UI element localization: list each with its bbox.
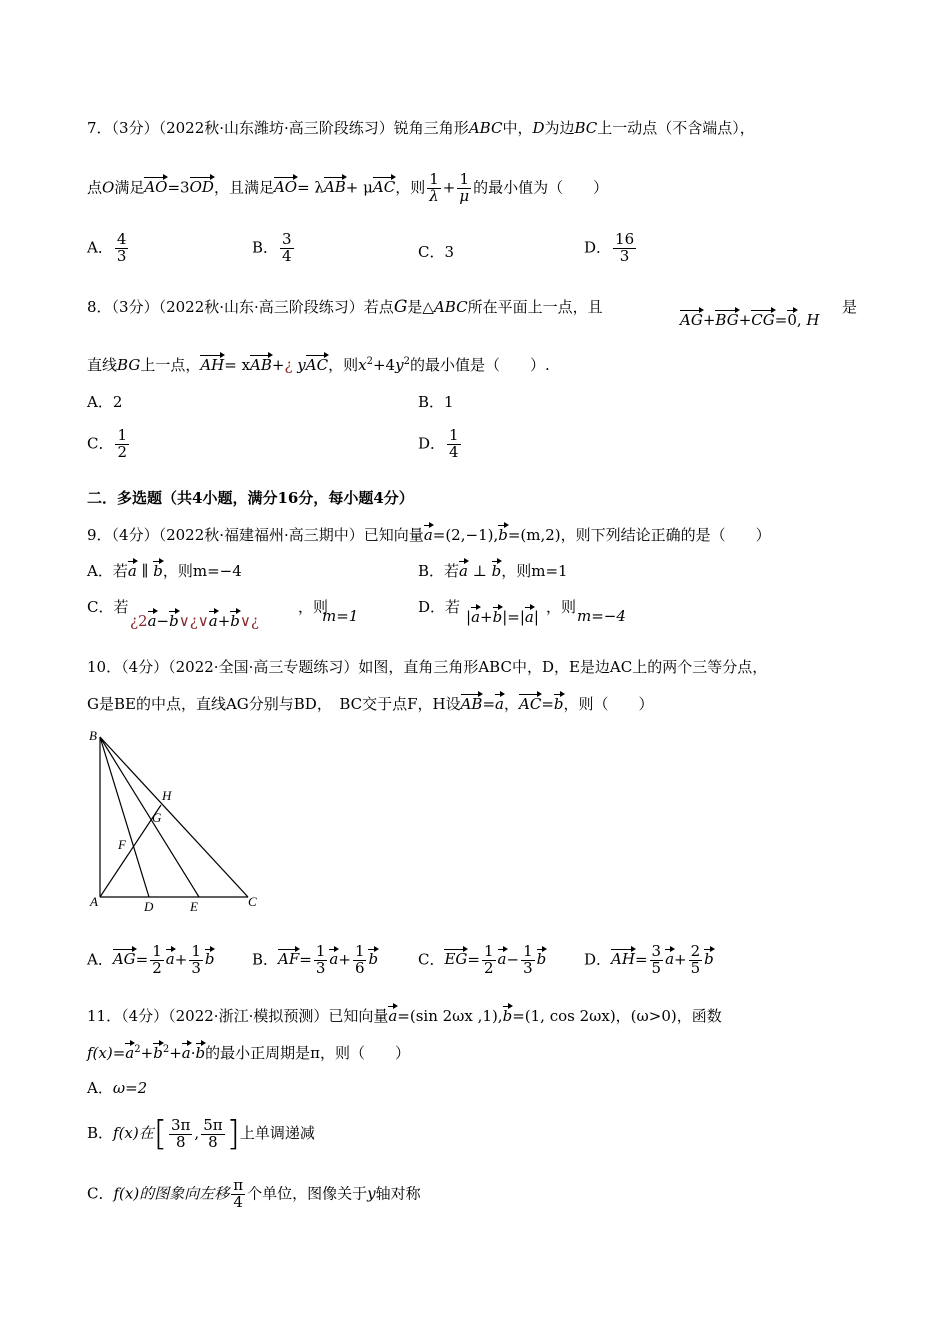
q11-l1b: =(sin 2ωx ,1), bbox=[397, 1007, 503, 1025]
num: 1 bbox=[117, 426, 128, 444]
q11-stem: 11．（4分）（2022·浙江·模拟预测）已知向量 bbox=[87, 1007, 389, 1025]
opt-label: C． bbox=[87, 1184, 114, 1203]
q10-l2a: G是BE的中点，直线AG分别与BD， BC交于点F，H设 bbox=[87, 695, 461, 713]
op: + bbox=[674, 950, 687, 969]
q8-line1-right: AG+BG+CG=0, H bbox=[680, 308, 820, 329]
vec-b: b bbox=[498, 523, 508, 544]
vec-zero: 0 bbox=[787, 308, 797, 329]
q8-line1 bbox=[87, 296, 603, 317]
q8-line2: 直线BG上一点，AH= xAB+¿ yAC，则$x^2+4y^2$的最小值是（ ）. bbox=[87, 353, 550, 375]
q8-g: G bbox=[393, 297, 408, 317]
q8-abc: ABC bbox=[433, 298, 468, 316]
opt-label: A． bbox=[87, 1079, 113, 1097]
den: 4 bbox=[449, 442, 459, 461]
label-c: C bbox=[248, 894, 257, 909]
q8-option-b bbox=[418, 391, 454, 412]
opt-label: D． bbox=[584, 238, 612, 257]
num: 1 bbox=[315, 942, 326, 960]
q8-bg: BG bbox=[117, 356, 141, 374]
q9-option-a: A．若a ∥ b，则m=−4 bbox=[87, 559, 242, 581]
label-h: H bbox=[162, 788, 172, 803]
den: 3 bbox=[315, 958, 326, 977]
num: 2 bbox=[690, 942, 701, 960]
opt-text: 2 bbox=[112, 393, 123, 411]
num: 16 bbox=[615, 230, 635, 248]
opt-text2: 上单调递减 bbox=[239, 1124, 315, 1142]
opt-label: A．若 bbox=[87, 562, 128, 580]
den: 2 bbox=[484, 958, 494, 977]
opt-frac bbox=[115, 428, 129, 461]
q7-line2: 点O满足AO=3OD，且满足AO= λAB+ μAC，则 $\frac{1}{\lambda}$ + $\frac{1}{\mu}$ 的最小值为（ ） bbox=[87, 170, 609, 205]
q9-option-d-label bbox=[418, 596, 460, 617]
q10-option-b: B．AF= $\frac{1}{3}$ a+ $\frac{1}{6}$ b bbox=[252, 942, 379, 977]
opt-label: B．若 bbox=[418, 562, 460, 580]
opt-label: A． bbox=[87, 393, 113, 411]
vec-a: a bbox=[424, 523, 433, 544]
q10-l2c: ，则（ ） bbox=[563, 695, 654, 713]
den: 5 bbox=[690, 958, 701, 977]
op: + bbox=[338, 950, 351, 969]
frac-1-mu: $\frac{1}{\mu}$ bbox=[459, 170, 470, 205]
num: 1 bbox=[354, 942, 365, 960]
q10-line1: 10．（4分）（2022·全国·高三专题练习）如图，直角三角形ABC中，D，E是边AC上的两个三等分点， bbox=[87, 658, 768, 676]
vec-ao-2: AO bbox=[274, 175, 297, 196]
label-a: A bbox=[90, 894, 98, 909]
vec-ab-2: AB bbox=[250, 353, 272, 374]
opt-label: C． bbox=[87, 434, 114, 453]
q8-l2g: 的最小值是（ ）. bbox=[409, 356, 550, 374]
q7-bc: BC bbox=[574, 119, 598, 137]
opt-label: B． bbox=[252, 238, 279, 257]
opt-text3: 轴对称 bbox=[375, 1184, 421, 1203]
opt-expr: ¿2 bbox=[130, 612, 148, 630]
q7-option-c bbox=[418, 241, 454, 262]
den: 5 bbox=[651, 958, 662, 977]
q9-l1b: =(2,−1), bbox=[432, 526, 499, 544]
q7-l2h: 的最小值为（ ） bbox=[473, 178, 609, 197]
opt-then: ，则 bbox=[546, 598, 577, 616]
q7-mid: 中， bbox=[502, 119, 533, 137]
q7-l2g: ，则 bbox=[395, 178, 426, 197]
q7-option-a bbox=[87, 232, 130, 265]
q8-l2e: y bbox=[292, 356, 306, 374]
q7-l2f: + μ bbox=[345, 178, 373, 197]
num: 1 bbox=[484, 942, 494, 960]
opt-label: A． bbox=[87, 238, 113, 257]
opt-label: B． bbox=[87, 1124, 114, 1142]
opt-y: y bbox=[367, 1184, 376, 1203]
den: 3 bbox=[619, 246, 630, 265]
triangle-figure bbox=[85, 725, 275, 920]
num: 1 bbox=[152, 942, 162, 960]
vec-cg: CG bbox=[751, 308, 774, 329]
q8-l2d: + bbox=[271, 356, 285, 374]
op: − bbox=[506, 950, 520, 969]
opt-label: C． bbox=[418, 950, 445, 969]
den: 2 bbox=[117, 442, 128, 461]
vec-od: OD bbox=[190, 175, 214, 196]
q11-l2a: f(x)= bbox=[87, 1044, 126, 1062]
num: 1 bbox=[449, 426, 459, 444]
opt-frac bbox=[280, 232, 294, 265]
q7-mid2: 为边 bbox=[544, 119, 575, 137]
q8-odd: ¿ bbox=[284, 356, 293, 374]
q8-l2b: 上一点， bbox=[140, 356, 201, 374]
opt-result: m=−4 bbox=[577, 607, 626, 625]
opt-label: C． bbox=[418, 243, 445, 261]
q8-option-a bbox=[87, 391, 122, 412]
vec-ac: AC bbox=[373, 175, 395, 196]
q11-l1c: =(1, cos 2ωx)，(ω>0)，函数 bbox=[512, 1007, 722, 1025]
opt-lhs: AF bbox=[278, 947, 299, 968]
q7-stem: 7．（3分）（2022秋·山东潍坊·高三阶段练习）锐角三角形 bbox=[87, 119, 469, 137]
opt-label: D． bbox=[584, 950, 612, 969]
q8-line1-end bbox=[842, 296, 857, 317]
q7-l2b: 满足 bbox=[114, 178, 145, 197]
section-header: 二．多选题（共4小题，满分16分，每小题4分） bbox=[87, 489, 414, 507]
q11-line1: 11．（4分）（2022·浙江·模拟预测）已知向量a=(sin 2ωx ,1),b=(1, cos 2ωx)，(ω>0)，函数 bbox=[87, 1004, 722, 1026]
q10-l2b: ， bbox=[503, 695, 519, 713]
num: 1 bbox=[523, 942, 533, 960]
q8-l1d: 是 bbox=[842, 298, 858, 316]
den: 3 bbox=[191, 958, 201, 977]
q8-h: H bbox=[806, 311, 820, 329]
num: 3 bbox=[651, 942, 662, 960]
q7-option-d bbox=[584, 232, 638, 265]
opt-frac bbox=[447, 428, 461, 461]
opt-label: A． bbox=[87, 950, 113, 969]
opt-label: B． bbox=[252, 950, 279, 969]
q11-option-c: C．f(x)的图象向左移 $\frac{\pi}{4}$ 个单位，图像关于y轴对称 bbox=[87, 1176, 421, 1211]
q9-stem: 9．（4分）（2022秋·福建福州·高三期中）已知向量 bbox=[87, 526, 424, 544]
q9-option-c-expr: ¿2a−b∨¿∨a+b∨¿ bbox=[130, 609, 259, 630]
opt-then: ，则 bbox=[298, 598, 329, 616]
opt-text: ω=2 bbox=[112, 1079, 148, 1097]
q7-l2e: = λ bbox=[297, 178, 324, 197]
opt-lhs: AG bbox=[113, 947, 136, 968]
q11-option-b: B．f(x)在[ $\frac{3\pi}{8}$ , $\frac{5\pi}{8}$ ]上单调递减 bbox=[87, 1114, 315, 1154]
q11-option-a bbox=[87, 1077, 147, 1098]
q8-l2c: = x bbox=[224, 356, 251, 374]
q7-option-b bbox=[252, 232, 296, 265]
q8-l2a: 直线 bbox=[87, 356, 118, 374]
opt-text: f(x)的图象向左移 bbox=[113, 1184, 230, 1203]
label-d: D bbox=[144, 899, 154, 914]
num: 3 bbox=[282, 230, 292, 248]
opt-text: ，则m=−4 bbox=[162, 562, 242, 580]
den: 3 bbox=[523, 958, 533, 977]
opt-text: f(x)在 bbox=[113, 1124, 154, 1142]
opt-lhs: AH bbox=[611, 947, 635, 968]
opt-text: 3 bbox=[444, 243, 455, 261]
q7-l2d: ，且满足 bbox=[213, 178, 274, 197]
q9-option-c-label bbox=[87, 596, 128, 617]
q9-l1c: =(m,2)，则下列结论正确的是（ ） bbox=[507, 526, 771, 544]
den: 3 bbox=[116, 246, 127, 265]
vec-bg: BG bbox=[715, 308, 738, 329]
label-f: F bbox=[118, 837, 126, 852]
q9-option-d-then bbox=[546, 596, 576, 617]
opt-frac bbox=[115, 232, 129, 265]
opt-result: m=1 bbox=[322, 607, 359, 625]
opt-lhs: EG bbox=[444, 947, 467, 968]
frac-1-lambda: $\frac{1}{\lambda}$ bbox=[429, 170, 439, 205]
opt-label: C．若 bbox=[87, 598, 129, 616]
label-g: G bbox=[152, 810, 162, 825]
vec-ac-2: AC bbox=[306, 353, 328, 374]
q8-l2f: ，则 bbox=[328, 356, 359, 374]
q11-line2: $f(x)=a^2+b^2+a\cdot b$的最小正周期是π，则（ ） bbox=[87, 1041, 410, 1063]
opt-label: D．若 bbox=[418, 598, 461, 616]
q9-option-d-result bbox=[577, 607, 626, 625]
vec-ag: AG bbox=[680, 308, 703, 329]
q7-o: O bbox=[102, 178, 115, 197]
q9-option-c-result bbox=[322, 607, 358, 625]
label-b: B bbox=[89, 728, 97, 743]
den: 2 bbox=[152, 958, 162, 977]
vec-ab: AB bbox=[324, 175, 346, 196]
q7-line1 bbox=[87, 117, 755, 138]
q9-option-d-expr: |a+b|=|a| bbox=[466, 605, 539, 626]
q10-option-c: C．EG= $\frac{1}{2}$ a− $\frac{1}{3}$ b bbox=[418, 942, 547, 977]
opt-text2: 个单位，图像关于 bbox=[247, 1184, 368, 1203]
opt-text: 1 bbox=[444, 393, 454, 411]
q8-l1c: 所在平面上一点，且 bbox=[467, 298, 603, 316]
q10-option-d: D．AH= $\frac{3}{5}$ a+ $\frac{2}{5}$ b bbox=[584, 942, 714, 977]
q9-option-b: B．若a ⊥ b，则m=1 bbox=[418, 559, 568, 581]
q7-abc: ABC bbox=[468, 119, 503, 137]
q10-option-a: A．AG= $\frac{1}{2}$ a+ $\frac{1}{3}$ b bbox=[87, 942, 215, 977]
q8-option-c bbox=[87, 428, 131, 461]
num: 4 bbox=[116, 230, 127, 248]
q8-l1b: 是△ bbox=[407, 298, 434, 316]
q7-d: D bbox=[532, 119, 545, 137]
q7-l2c: =3 bbox=[167, 178, 190, 197]
opt-label: B． bbox=[418, 393, 445, 411]
vec-ah: AH bbox=[200, 353, 224, 374]
q11-l2b: 的最小正周期是π，则（ ） bbox=[205, 1044, 410, 1062]
q9-line1 bbox=[87, 523, 771, 545]
num: 1 bbox=[191, 942, 201, 960]
q8-option-d bbox=[418, 428, 463, 461]
label-e: E bbox=[190, 899, 198, 914]
opt-label: D． bbox=[418, 434, 446, 453]
q7-end: 上一动点（不含端点）， bbox=[597, 119, 755, 137]
den: 6 bbox=[354, 958, 365, 977]
opt-frac bbox=[613, 232, 636, 265]
q10-line2: G是BE的中点，直线AG分别与BD， BC交于点F，H设AB=a，AC=b，则（ ） bbox=[87, 692, 654, 714]
op: + bbox=[174, 950, 188, 969]
opt-text: ，则m=1 bbox=[501, 562, 568, 580]
q7-l2a: 点 bbox=[87, 178, 103, 197]
vec-ao: AO bbox=[144, 175, 167, 196]
q8-stem: 8．（3分）（2022秋·山东·高三阶段练习）若点 bbox=[87, 298, 394, 316]
den: 4 bbox=[282, 246, 292, 265]
